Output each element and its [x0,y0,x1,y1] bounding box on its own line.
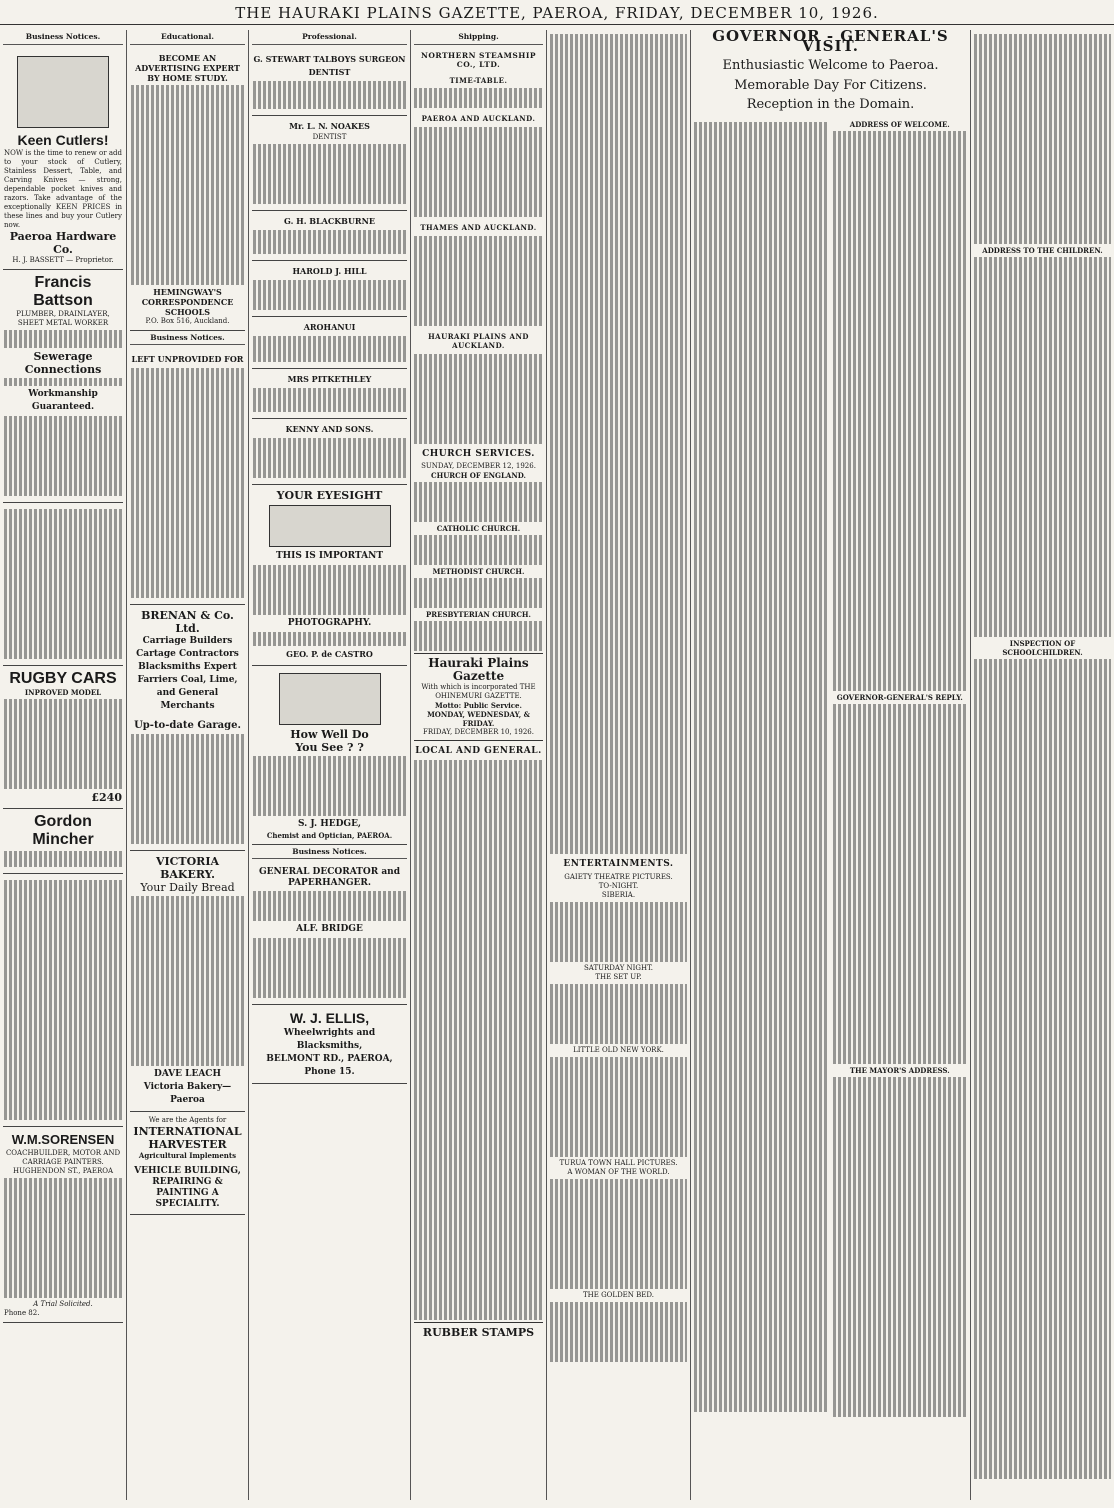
mayor-address-heading: THE MAYOR'S ADDRESS. [849,1065,950,1075]
victoria-bakery-title: VICTORIA BAKERY. [155,855,220,882]
mincher-ad [3,809,123,874]
kenny-name: KENNY AND SONS. [285,423,374,434]
text-block [4,416,122,496]
text-block [550,1057,687,1157]
hemingway-ad [130,49,245,331]
paeroa-auckland-heading: PAEROA AND AUCKLAND. [421,114,536,124]
thames-auckland-heading: THAMES AND AUCKLAND. [420,222,537,232]
text-block [414,88,543,108]
turua-pictures: TURUA TOWN HALL PICTURES. [559,1158,678,1167]
daily-bread: Your Daily Bread [140,881,235,895]
text-block [550,1302,687,1362]
brenan-ad [130,605,245,851]
ellis-belmont: BELMONT RD., PAEROA, [266,1054,393,1065]
eye-illustration [269,505,391,547]
text-block [550,902,687,962]
cutlers-ad [3,49,123,270]
inspection-heading: INSPECTION OF SCHOOLCHILDREN. [1002,639,1083,657]
text-block [974,34,1111,244]
hedge-ad [252,666,407,845]
text-block [131,368,244,598]
international-harvester: INTERNATIONAL HARVESTER [133,1125,242,1152]
rugby-cars-ad [3,666,123,809]
woman-of-world: A WOMAN OF THE WORLD. [567,1167,670,1176]
eyesight-ad [252,485,407,666]
gazette-sub: With which is incorporated THE OHINEMURI GAZETTE. [421,683,536,701]
sorensen-name: W.M.SORENSEN [11,1131,115,1147]
you-see: You See ? ? [295,740,364,754]
battson-ad [3,270,123,503]
text-block [833,131,968,691]
pitkethley-name: MRS PITKETHLEY [287,373,372,384]
text-block [414,482,543,522]
how-well: How Well Do [290,727,369,741]
methodist-church: METHODIST CHURCH. [432,567,525,577]
reception-domain: Reception in the Domain. [746,97,915,113]
text-block [253,81,406,109]
the-set-up: THE SET UP. [595,972,642,981]
text-block [253,438,406,478]
agents-for: We are the Agents for [148,1116,227,1125]
column-heading: Shipping. [414,32,543,45]
hedge-name: S. J. HEDGE, [297,818,362,829]
pitkethley-ad [252,369,407,419]
eye-chart-illustration [279,673,381,725]
text-block [253,565,406,615]
church-services-heading: CHURCH SERVICES. [422,448,535,459]
talboys-name: G. STEWART TALBOYS SURGEON DENTIST [253,53,406,77]
hill-ad [252,261,407,317]
text-block [833,704,968,1064]
dave-leach: DAVE LEACH [154,1069,221,1080]
northern-steamship: NORTHERN STEAMSHIP CO., LTD. [420,50,537,70]
address-welcome-heading: ADDRESS OF WELCOME. [849,119,950,129]
brenan-services: Carriage Builders Cartage Contractors Blacksmiths Expert Farriers Coal, Lime, and General Merchants [136,636,239,712]
text-block [694,122,829,1412]
workmanship-heading: Workmanship Guaranteed. [28,388,98,412]
hill-name: HAROLD J. HILL [292,265,367,276]
column-heading: Professional. [252,32,407,45]
harvester-ad [130,1112,245,1215]
text-block [414,535,543,565]
rugby-cars-title: RUGBY CARS [9,669,117,687]
cutlers-title: Keen Cutlers! [17,131,109,148]
arohanui-name: AROHANUI [303,321,356,332]
photography-heading: PHOTOGRAPHY. [287,617,372,628]
arohanui-ad [252,317,407,369]
reply-heading: GOVERNOR-GENERAL'S REPLY. [836,692,963,702]
eyesight-title: YOUR EYESIGHT [276,488,383,502]
garage-heading: Up-to-date Garage. [134,720,241,732]
text-block [4,1178,122,1298]
text-block [4,699,122,789]
paeroa-hardware: Paeroa Hardware Co. [9,229,117,256]
become-expert: BECOME AN ADVERTISING EXPERT BY HOME STUDY. [135,52,240,83]
sorensen-ad [3,1127,123,1323]
gazette-motto: Motto: Public Service. [435,701,522,711]
blackburne-ad [252,211,407,261]
decorator-heading: GENERAL DECORATOR and PAPERHANGER. [258,867,400,889]
agricultural-implements: Agricultural Implements [138,1151,237,1161]
victoria-bakery-paeroa: Victoria Bakery—Paeroa [143,1082,232,1106]
noakes-name: Mr. L. N. NOAKES [289,120,370,131]
text-block [974,659,1111,1479]
bridge-name: ALF. BRIDGE [296,924,363,935]
column-heading: Business Notices. [252,847,407,860]
column-educational [127,30,248,1502]
tonight: TO-NIGHT. [598,881,639,890]
column-governor-visit-continued [971,30,1114,1502]
golden-bed: THE GOLDEN BED. [582,1290,654,1299]
text-block [414,760,543,1320]
church-date: SUNDAY, DECEMBER 12, 1926. [421,462,536,471]
text-block [833,1077,968,1417]
column-heading: Educational. [130,32,245,45]
siberia: SIBERIA. [601,890,636,899]
gazette-days: MONDAY, WEDNESDAY, & FRIDAY. [427,710,530,729]
governor-visit-title: GOVERNOR - GENERAL'S VISIT. [712,30,949,55]
mincher-name: Gordon Mincher [32,812,94,848]
paeroa-hardware-proprietor: H. J. BASSETT — Proprietor. [12,255,114,264]
cutlers-text: NOW is the time to renew or add to your stock of Cutlery, Stainless Dessert, Table, and Carving Knives — strong, dependable pocket knives and razors. Take advantage of the exceptionally KEEN PRICES in these lines and buy your Cutlery now. [4,148,122,229]
column-heading: Business Notices. [130,333,245,346]
brenan-name: BRENAN & Co. Ltd. [141,609,234,636]
column-business-notices [0,30,126,1502]
text-block [4,880,122,1120]
ellis-ad [252,1005,407,1084]
castro-name: GEO. P. de CASTRO [286,648,373,659]
presbyterian-church: PRESBYTERIAN CHURCH. [426,610,531,620]
children-address-heading: ADDRESS TO THE CHILDREN. [982,246,1103,255]
battson-trade: PLUMBER, DRAINLAYER, SHEET METAL WORKER [16,309,110,327]
text-block [253,336,406,362]
column-shipping [411,30,546,1502]
text-block [4,378,122,386]
sorensen-phone: Phone 82. [4,1308,40,1317]
ellis-phone: Phone 15. [304,1067,355,1078]
rubber-stamps: RUBBER STAMPS [414,1322,543,1339]
text-block [414,236,543,326]
text-block [253,756,406,816]
important-heading: THIS IS IMPORTANT [275,550,384,561]
noakes-ad [252,116,407,211]
text-block [253,632,406,646]
timetable-heading: TIME-TABLE. [449,75,508,85]
talboys-ad [252,49,407,116]
bridge-ad [252,863,407,1005]
gazette-title: Hauraki Plains Gazette [414,653,543,683]
text-block [550,34,687,854]
text-block [253,280,406,310]
text-block [253,388,406,412]
text-block [253,938,406,998]
text-block [4,509,122,659]
kenny-ad [252,419,407,485]
text-block [253,891,406,921]
text-block [131,85,244,285]
amp-society-ad [130,349,245,605]
text-block [4,851,122,867]
text-block [253,230,406,254]
text-block [550,984,687,1044]
trial-solicited: A Trial Solicited. [33,1299,93,1308]
ellis-sub: Wheelwrights and Blacksmiths, [283,1028,376,1052]
catholic-church: CATHOLIC CHURCH. [436,524,521,534]
text-block [131,896,244,1066]
battson-name: Francis Battson [33,273,93,309]
gaiety-theatre: GAIETY THEATRE PICTURES. [564,872,673,881]
rugby-price: £240 [91,790,122,804]
noakes-dentist: DENTIST [312,132,347,141]
printing-ad [3,874,123,1127]
text-block [550,1179,687,1289]
church-of-england: CHURCH OF ENGLAND. [431,471,526,481]
masthead: THE HAURAKI PLAINS GAZETTE, PAEROA, FRIDAY, DECEMBER 10, 1926. [0,4,1114,25]
text-block [131,734,244,844]
sewerage-heading: Sewerage Connections [24,349,102,376]
gazette-date: FRIDAY, DECEMBER 10, 1926. [414,728,543,741]
text-block [253,144,406,204]
sorensen-trade: COACHBUILDER, MOTOR AND CARRIAGE PAINTERS. HUGHENDON ST., PAEROA [5,1148,121,1175]
hemingway-box: P.O. Box 516, Auckland. [145,316,230,325]
hemingway-schools: HEMINGWAY'S CORRESPONDENCE SCHOOLS [141,286,234,317]
column-heading: Business Notices. [3,32,123,45]
saturday-night: SATURDAY NIGHT. [584,963,653,972]
text-block [414,354,543,444]
entertainments-heading: ENTERTAINMENTS. [563,859,674,869]
rugby-model: INPROVED MODEL [24,687,102,697]
memorable-day: Memorable Day For Citizens. [734,77,927,93]
vehicle-building: VEHICLE BUILDING, REPAIRING & PAINTING A SPECIALITY. [134,1166,241,1210]
text-block [414,127,543,217]
hedge-sub: Chemist and Optician, PAEROA. [266,830,393,840]
text-block [414,621,543,651]
column-entertainments [547,30,690,1502]
enthusiastic-welcome: Enthusiastic Welcome to Paeroa. [722,58,939,74]
little-old-new-york: LITTLE OLD NEW YORK. [573,1045,664,1054]
cutlery-illustration [17,56,109,128]
left-unprovided: LEFT UNPROVIDED FOR [131,354,244,365]
text-block [414,578,543,608]
victoria-bakery-ad [130,851,245,1112]
hauraki-auckland-heading: HAURAKI PLAINS AND AUCKLAND. [428,331,529,351]
text-block [4,330,122,348]
local-general-heading: LOCAL AND GENERAL. [415,746,542,757]
ellis-name: W. J. ELLIS, [289,1010,370,1027]
text-block [974,257,1111,637]
blackburne-name: G. H. BLACKBURNE [284,215,375,226]
column-professional [249,30,410,1502]
message-ad [3,503,123,666]
column-governor-visit [691,30,970,1502]
